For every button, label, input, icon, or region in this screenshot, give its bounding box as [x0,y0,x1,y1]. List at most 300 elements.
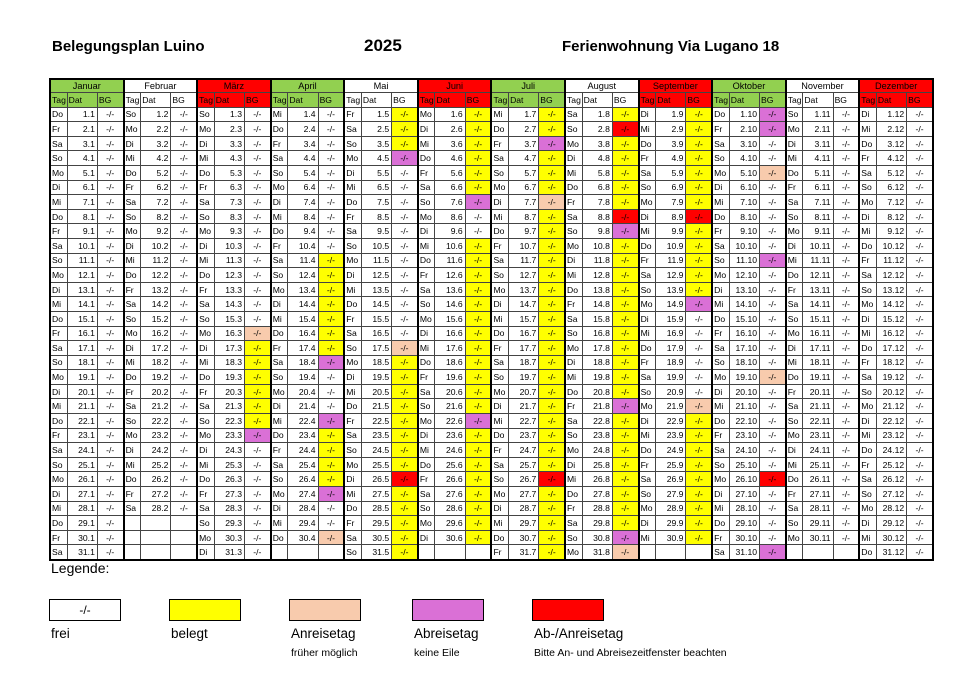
weekday-cell: Di [859,311,876,326]
weekday-cell: Sa [124,399,141,414]
weekday-cell: Sa [124,297,141,312]
status-cell: -/- [539,501,565,516]
column-header: Tag [271,93,288,108]
weekday-cell: Fr [344,516,361,531]
weekday-cell: Do [712,209,729,224]
column-header-row [50,93,933,108]
weekday-cell: Fr [344,209,361,224]
date-cell: 5.7 [509,165,539,180]
date-cell: 2.5 [361,122,391,137]
month-header-12: Dezember [859,79,933,93]
date-cell: 12.1 [67,268,97,283]
weekday-cell: Di [786,238,803,253]
weekday-cell: Mi [565,370,582,385]
day-row [50,180,933,195]
date-cell: 26.5 [361,472,391,487]
legend-anreise-note: früher möglich [291,647,358,659]
status-cell: -/- [907,370,933,385]
weekday-cell: Di [859,516,876,531]
date-cell: 11.12 [876,253,906,268]
weekday-cell: Sa [565,414,582,429]
weekday-cell: Do [124,268,141,283]
date-cell: 13.7 [509,282,539,297]
date-cell: 3.11 [803,136,833,151]
status-cell: -/- [539,180,565,195]
date-cell: 17.1 [67,341,97,356]
column-header: Tag [786,93,803,108]
column-header: Tag [859,93,876,108]
date-cell: 22.5 [361,414,391,429]
column-header: Dat [67,93,97,108]
status-cell: -/- [612,195,638,210]
status-cell: -/- [539,195,565,210]
status-cell: -/- [465,195,491,210]
date-cell: 29.9 [656,516,686,531]
date-cell: 18.2 [141,355,171,370]
date-cell: 25.9 [656,457,686,472]
status-cell: -/- [392,151,418,166]
status-cell: -/- [612,209,638,224]
day-row [50,165,933,180]
weekday-cell: Do [271,530,288,545]
date-cell: 5.2 [141,165,171,180]
status-cell: -/- [318,122,344,137]
date-cell: 17.8 [582,341,612,356]
status-cell: -/- [539,297,565,312]
status-cell: -/- [244,209,270,224]
weekday-cell: Mo [491,180,508,195]
status-cell: -/- [392,326,418,341]
weekday-cell: Sa [639,165,656,180]
weekday-cell: Mo [491,487,508,502]
weekday-cell: Di [786,136,803,151]
weekday-cell: Do [786,472,803,487]
weekday-cell: Mi [491,311,508,326]
month-header-10: Oktober [712,79,786,93]
status-cell: -/- [171,224,197,239]
date-cell: 9.3 [214,224,244,239]
status-cell: -/- [244,224,270,239]
weekday-cell: Mo [197,428,214,443]
weekday-cell: Sa [639,370,656,385]
date-cell: 12.11 [803,268,833,283]
weekday-cell: So [418,501,435,516]
occupancy-table [49,78,934,561]
column-header: BG [465,93,491,108]
weekday-cell: Mi [50,399,67,414]
status-cell: -/- [833,224,859,239]
weekday-cell: Fr [786,180,803,195]
status-cell: -/- [539,122,565,137]
weekday-cell: Di [712,282,729,297]
weekday-cell: Do [712,311,729,326]
date-cell: 24.11 [803,443,833,458]
date-cell: 9.10 [729,224,759,239]
date-cell: 15.5 [361,311,391,326]
status-cell: -/- [612,224,638,239]
weekday-cell: Fr [418,165,435,180]
status-cell: -/- [539,165,565,180]
status-cell: -/- [244,414,270,429]
weekday-cell: Fr [491,443,508,458]
weekday-cell: Sa [271,151,288,166]
date-cell: 30.6 [435,530,465,545]
status-cell: -/- [392,545,418,560]
date-cell: 5.5 [361,165,391,180]
date-cell: 9.12 [876,224,906,239]
date-cell: 13.11 [803,282,833,297]
date-cell: 17.3 [214,341,244,356]
plan-title: Belegungsplan Luino [52,38,205,55]
status-cell: -/- [612,238,638,253]
status-cell: -/- [97,472,123,487]
weekday-cell: Mi [124,253,141,268]
status-cell: -/- [244,545,270,560]
date-cell: 30.12 [876,530,906,545]
date-cell: 20.10 [729,384,759,399]
weekday-cell: Mo [197,224,214,239]
weekday-cell: Di [418,530,435,545]
column-header: Tag [418,93,435,108]
weekday-cell: Mi [639,530,656,545]
status-cell: -/- [171,399,197,414]
legend-abreise-note: keine Eile [414,647,460,659]
weekday-cell: Do [50,414,67,429]
date-cell: 18.7 [509,355,539,370]
date-cell: 26.1 [67,472,97,487]
status-cell: -/- [760,341,786,356]
weekday-cell: Do [271,428,288,443]
date-cell: 7.2 [141,195,171,210]
status-cell: -/- [907,355,933,370]
date-cell: 10.7 [509,238,539,253]
month-header-row [50,79,933,93]
date-cell: 7.12 [876,195,906,210]
month-header-9: September [639,79,713,93]
status-cell: -/- [833,195,859,210]
date-cell: 1.8 [582,107,612,122]
date-cell: 2.3 [214,122,244,137]
weekday-cell: Mi [197,253,214,268]
status-cell: -/- [686,399,712,414]
column-header: Tag [639,93,656,108]
weekday-cell: Di [418,224,435,239]
date-cell: 1.5 [361,107,391,122]
status-cell: -/- [760,122,786,137]
weekday-cell: Mo [418,516,435,531]
status-cell: -/- [612,326,638,341]
day-row [50,195,933,210]
weekday-cell: Di [491,195,508,210]
weekday-cell: Sa [565,209,582,224]
weekday-cell: Do [859,545,876,560]
status-cell: -/- [760,355,786,370]
weekday-cell: Fr [124,384,141,399]
status-cell: -/- [907,326,933,341]
weekday-cell: Sa [197,195,214,210]
weekday-cell: Mo [565,545,582,560]
status-cell: -/- [392,282,418,297]
status-cell: -/- [539,326,565,341]
status-cell: -/- [833,136,859,151]
date-cell: 25.6 [435,457,465,472]
day-row [50,530,933,545]
status-cell: -/- [244,165,270,180]
weekday-cell: So [491,370,508,385]
date-cell: 21.4 [288,399,318,414]
weekday-cell: Sa [418,384,435,399]
weekday-cell: Mi [418,341,435,356]
weekday-cell: So [344,341,361,356]
weekday-cell: Fr [124,180,141,195]
day-row [50,341,933,356]
status-cell: -/- [392,224,418,239]
weekday-cell: Fr [344,311,361,326]
status-cell: -/- [612,107,638,122]
date-cell: 7.4 [288,195,318,210]
status-cell: -/- [318,297,344,312]
status-cell: -/- [318,107,344,122]
weekday-cell: So [712,355,729,370]
weekday-cell: Di [418,428,435,443]
status-cell: -/- [686,326,712,341]
status-cell: -/- [612,487,638,502]
date-cell: 13.9 [656,282,686,297]
column-header: BG [318,93,344,108]
date-cell: 24.6 [435,443,465,458]
date-cell: 16.12 [876,326,906,341]
date-cell: 7.3 [214,195,244,210]
date-cell: 28.10 [729,501,759,516]
status-cell: -/- [539,268,565,283]
status-cell: -/- [612,282,638,297]
weekday-cell: Mo [50,268,67,283]
weekday-cell: Mi [271,414,288,429]
weekday-cell: Di [50,282,67,297]
status-cell: -/- [686,151,712,166]
status-cell: -/- [907,384,933,399]
legend-anreise-swatch [289,599,361,621]
status-cell: -/- [392,516,418,531]
weekday-cell: Do [344,501,361,516]
status-cell: -/- [465,370,491,385]
date-cell [288,545,318,560]
status-cell: -/- [97,443,123,458]
date-cell: 7.1 [67,195,97,210]
weekday-cell: Di [639,414,656,429]
weekday-cell: Mi [50,195,67,210]
weekday-cell: Fr [786,487,803,502]
date-cell: 6.7 [509,180,539,195]
weekday-cell: Do [786,165,803,180]
date-cell: 23.12 [876,428,906,443]
status-cell: -/- [760,195,786,210]
weekday-cell: Mi [565,268,582,283]
date-cell: 28.6 [435,501,465,516]
weekday-cell: So [271,268,288,283]
date-cell: 20.11 [803,384,833,399]
weekday-cell: Fr [639,151,656,166]
weekday-cell: So [344,238,361,253]
date-cell: 4.10 [729,151,759,166]
status-cell: -/- [539,341,565,356]
status-cell: -/- [318,326,344,341]
date-cell: 18.8 [582,355,612,370]
weekday-cell: Sa [50,136,67,151]
status-cell: -/- [612,472,638,487]
weekday-cell: Di [197,238,214,253]
status-cell: -/- [171,268,197,283]
column-header: BG [244,93,270,108]
status-cell: -/- [171,165,197,180]
weekday-cell: Di [344,472,361,487]
weekday-cell: Mo [859,297,876,312]
weekday-cell: Sa [344,530,361,545]
date-cell: 18.3 [214,355,244,370]
status-cell: -/- [392,530,418,545]
status-cell: -/- [171,428,197,443]
date-cell: 1.6 [435,107,465,122]
weekday-cell: So [197,107,214,122]
legend-wechsel-note: Bitte An- und Abreisezeitfenster beachten [534,647,727,659]
status-cell: -/- [686,530,712,545]
weekday-cell: Di [124,136,141,151]
weekday-cell: So [344,136,361,151]
status-cell: -/- [392,501,418,516]
status-cell: -/- [392,268,418,283]
date-cell: 25.11 [803,457,833,472]
status-cell: -/- [760,516,786,531]
status-cell: -/- [244,238,270,253]
status-cell: -/- [171,209,197,224]
column-header: Dat [141,93,171,108]
status-cell: -/- [612,501,638,516]
date-cell: 19.12 [876,370,906,385]
date-cell: 7.5 [361,195,391,210]
weekday-cell: Mi [859,428,876,443]
status-cell: -/- [244,355,270,370]
status-cell: -/- [244,268,270,283]
status-cell: -/- [907,516,933,531]
weekday-cell: Sa [50,443,67,458]
date-cell: 11.3 [214,253,244,268]
status-cell: -/- [318,136,344,151]
status-cell: -/- [612,165,638,180]
date-cell: 2.7 [509,122,539,137]
date-cell: 10.11 [803,238,833,253]
date-cell: 14.9 [656,297,686,312]
date-cell: 17.10 [729,341,759,356]
date-cell: 2.9 [656,122,686,137]
status-cell: -/- [465,355,491,370]
status-cell: -/- [465,268,491,283]
status-cell: -/- [539,238,565,253]
weekday-cell: So [418,297,435,312]
date-cell: 20.9 [656,384,686,399]
weekday-cell: Mi [786,253,803,268]
weekday-cell: Fr [271,238,288,253]
date-cell: 21.5 [361,399,391,414]
date-cell: 13.6 [435,282,465,297]
status-cell: -/- [907,209,933,224]
weekday-cell: So [565,326,582,341]
day-row [50,487,933,502]
weekday-cell: So [197,414,214,429]
weekday-cell: Do [859,341,876,356]
weekday-cell: So [271,472,288,487]
date-cell: 29.1 [67,516,97,531]
weekday-cell: So [124,414,141,429]
weekday-cell: Di [786,341,803,356]
status-cell: -/- [760,384,786,399]
weekday-cell: So [712,457,729,472]
status-cell: -/- [171,311,197,326]
status-cell: -/- [318,472,344,487]
column-header: Dat [214,93,244,108]
legend-belegt-label: belegt [171,626,208,641]
weekday-cell: Mo [639,297,656,312]
weekday-cell: Sa [418,487,435,502]
date-cell: 22.12 [876,414,906,429]
date-cell: 25.12 [876,457,906,472]
day-row [50,355,933,370]
weekday-cell: So [786,311,803,326]
date-cell: 21.3 [214,399,244,414]
weekday-cell: So [786,107,803,122]
status-cell: -/- [318,224,344,239]
weekday-cell: Sa [712,238,729,253]
date-cell: 21.2 [141,399,171,414]
legend-wechsel-swatch [532,599,604,621]
status-cell: -/- [392,195,418,210]
date-cell: 15.10 [729,311,759,326]
weekday-cell: Mi [712,399,729,414]
weekday-cell: Mo [639,501,656,516]
status-cell: -/- [686,209,712,224]
date-cell: 23.1 [67,428,97,443]
status-cell: -/- [612,253,638,268]
date-cell: 9.6 [435,224,465,239]
weekday-cell: Sa [491,457,508,472]
status-cell: -/- [760,501,786,516]
status-cell: -/- [612,151,638,166]
status-cell: -/- [465,457,491,472]
date-cell: 28.7 [509,501,539,516]
date-cell: 27.5 [361,487,391,502]
weekday-cell: Mo [639,399,656,414]
status-cell: -/- [612,384,638,399]
status-cell: -/- [907,195,933,210]
status-cell: -/- [244,136,270,151]
status-cell: -/- [97,414,123,429]
date-cell: 10.6 [435,238,465,253]
weekday-cell: Mi [124,151,141,166]
date-cell: 22.1 [67,414,97,429]
status-cell: -/- [97,457,123,472]
weekday-cell: Do [418,151,435,166]
date-cell: 6.12 [876,180,906,195]
status-cell: -/- [833,151,859,166]
date-cell: 24.2 [141,443,171,458]
status-cell: -/- [833,238,859,253]
date-cell: 26.6 [435,472,465,487]
status-cell: -/- [97,122,123,137]
date-cell: 2.12 [876,122,906,137]
weekday-cell: Fr [786,282,803,297]
date-cell: 5.6 [435,165,465,180]
weekday-cell: Di [124,443,141,458]
date-cell: 22.10 [729,414,759,429]
